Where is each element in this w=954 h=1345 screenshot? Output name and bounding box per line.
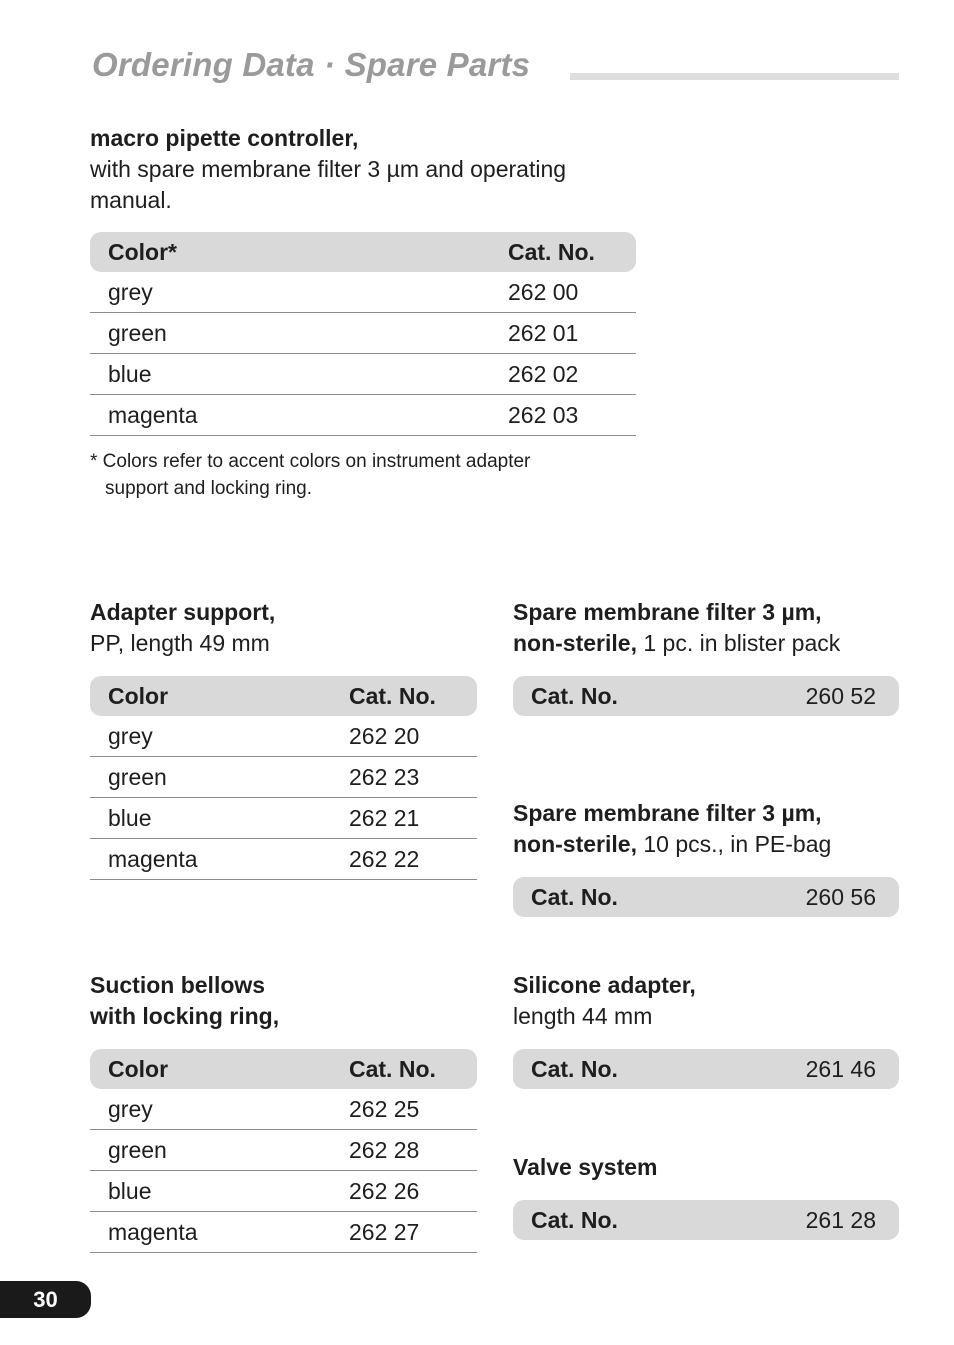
controller-table bbox=[90, 232, 636, 436]
filter1-heading bbox=[513, 597, 933, 659]
table-row bbox=[90, 354, 636, 395]
cat-no-label: Cat. No. bbox=[531, 883, 618, 910]
cell-cat-no: 262 00 bbox=[508, 278, 579, 305]
column-header-cat-no: Cat. No. bbox=[508, 238, 595, 265]
column-header-color: Color bbox=[108, 682, 169, 709]
filter10-pack: 10 pcs., in PE-bag bbox=[636, 831, 832, 857]
adapter-table-header bbox=[90, 676, 477, 716]
bellows-table bbox=[90, 1049, 477, 1253]
filter1-description bbox=[513, 628, 933, 659]
cat-no-value: 260 52 bbox=[805, 682, 876, 709]
adapter-heading bbox=[90, 597, 490, 659]
filter10-title: Spare membrane filter 3 µm, bbox=[513, 800, 822, 826]
page-title: Ordering Data · Spare Parts bbox=[92, 46, 531, 83]
table-row bbox=[90, 757, 477, 798]
bellows-heading bbox=[90, 970, 490, 1032]
filter1-pack: 1 pc. in blister pack bbox=[636, 630, 841, 656]
cell-cat-no: 262 01 bbox=[508, 319, 579, 346]
cell-cat-no: 262 03 bbox=[508, 401, 579, 428]
cell-color: grey bbox=[108, 722, 153, 749]
cell-color: blue bbox=[108, 804, 152, 831]
cell-color: green bbox=[108, 1136, 167, 1163]
cat-no-label: Cat. No. bbox=[531, 1206, 618, 1233]
controller-description-line2: manual. bbox=[90, 187, 172, 213]
bellows-title-line2: with locking ring, bbox=[90, 1003, 280, 1029]
cat-no-label: Cat. No. bbox=[531, 682, 618, 709]
adapter-description: PP, length 49 mm bbox=[90, 630, 270, 656]
filter10-heading bbox=[513, 798, 933, 860]
color-footnote bbox=[90, 448, 650, 502]
filter1-title: Spare membrane filter 3 µm, bbox=[513, 599, 822, 625]
filter10-description bbox=[513, 829, 933, 860]
valve-cat-box bbox=[513, 1200, 899, 1240]
filter10-cat-box bbox=[513, 877, 899, 917]
controller-description-line1: with spare membrane filter 3 µm and operating bbox=[90, 156, 567, 182]
controller-table-header bbox=[90, 232, 636, 272]
cat-no-label: Cat. No. bbox=[531, 1055, 618, 1082]
column-header-cat-no: Cat. No. bbox=[349, 682, 436, 709]
cell-color: magenta bbox=[108, 1218, 198, 1245]
bellows-table-header bbox=[90, 1049, 477, 1089]
cell-cat-no: 262 27 bbox=[349, 1218, 420, 1245]
cell-cat-no: 262 26 bbox=[349, 1177, 420, 1204]
title-rule bbox=[570, 73, 899, 80]
valve-heading bbox=[513, 1152, 933, 1183]
filter10-sterility: non-sterile, bbox=[513, 831, 637, 857]
table-row bbox=[90, 272, 636, 313]
footnote-line2: support and locking ring. bbox=[105, 478, 313, 499]
table-row bbox=[90, 798, 477, 839]
adapter-title: Adapter support, bbox=[90, 599, 276, 625]
adapter-table bbox=[90, 676, 477, 880]
column-header-color: Color bbox=[108, 1055, 169, 1082]
cell-cat-no: 262 02 bbox=[508, 360, 579, 387]
cell-cat-no: 262 22 bbox=[349, 845, 420, 872]
bellows-title-line1: Suction bellows bbox=[90, 972, 266, 998]
cell-cat-no: 262 28 bbox=[349, 1136, 420, 1163]
table-row bbox=[90, 1171, 477, 1212]
cat-no-value: 260 56 bbox=[805, 883, 876, 910]
cat-no-value: 261 46 bbox=[805, 1055, 876, 1082]
controller-title: macro pipette controller, bbox=[90, 125, 359, 151]
table-row bbox=[90, 716, 477, 757]
page-number-badge: 30 bbox=[0, 1281, 91, 1318]
filter1-sterility: non-sterile, bbox=[513, 630, 637, 656]
table-row bbox=[90, 839, 477, 880]
controller-heading bbox=[90, 123, 650, 216]
table-row bbox=[90, 1212, 477, 1253]
table-row bbox=[90, 1089, 477, 1130]
silicone-heading bbox=[513, 970, 933, 1032]
cell-cat-no: 262 21 bbox=[349, 804, 420, 831]
table-row bbox=[90, 313, 636, 354]
cell-color: grey bbox=[108, 1095, 153, 1122]
cell-color: blue bbox=[108, 360, 152, 387]
table-row bbox=[90, 1130, 477, 1171]
silicone-title: Silicone adapter, bbox=[513, 972, 696, 998]
column-header-color: Color* bbox=[108, 238, 177, 265]
cell-color: grey bbox=[108, 278, 153, 305]
table-row bbox=[90, 395, 636, 436]
valve-title: Valve system bbox=[513, 1154, 658, 1180]
cell-color: magenta bbox=[108, 401, 198, 428]
filter1-cat-box bbox=[513, 676, 899, 716]
cell-cat-no: 262 25 bbox=[349, 1095, 420, 1122]
cell-color: green bbox=[108, 763, 167, 790]
cell-color: green bbox=[108, 319, 167, 346]
cat-no-value: 261 28 bbox=[805, 1206, 876, 1233]
silicone-cat-box bbox=[513, 1049, 899, 1089]
silicone-description: length 44 mm bbox=[513, 1003, 653, 1029]
cell-color: magenta bbox=[108, 845, 198, 872]
cell-color: blue bbox=[108, 1177, 152, 1204]
column-header-cat-no: Cat. No. bbox=[349, 1055, 436, 1082]
cell-cat-no: 262 23 bbox=[349, 763, 420, 790]
footnote-line1: * Colors refer to accent colors on instrument adapter bbox=[90, 451, 531, 472]
cell-cat-no: 262 20 bbox=[349, 722, 420, 749]
